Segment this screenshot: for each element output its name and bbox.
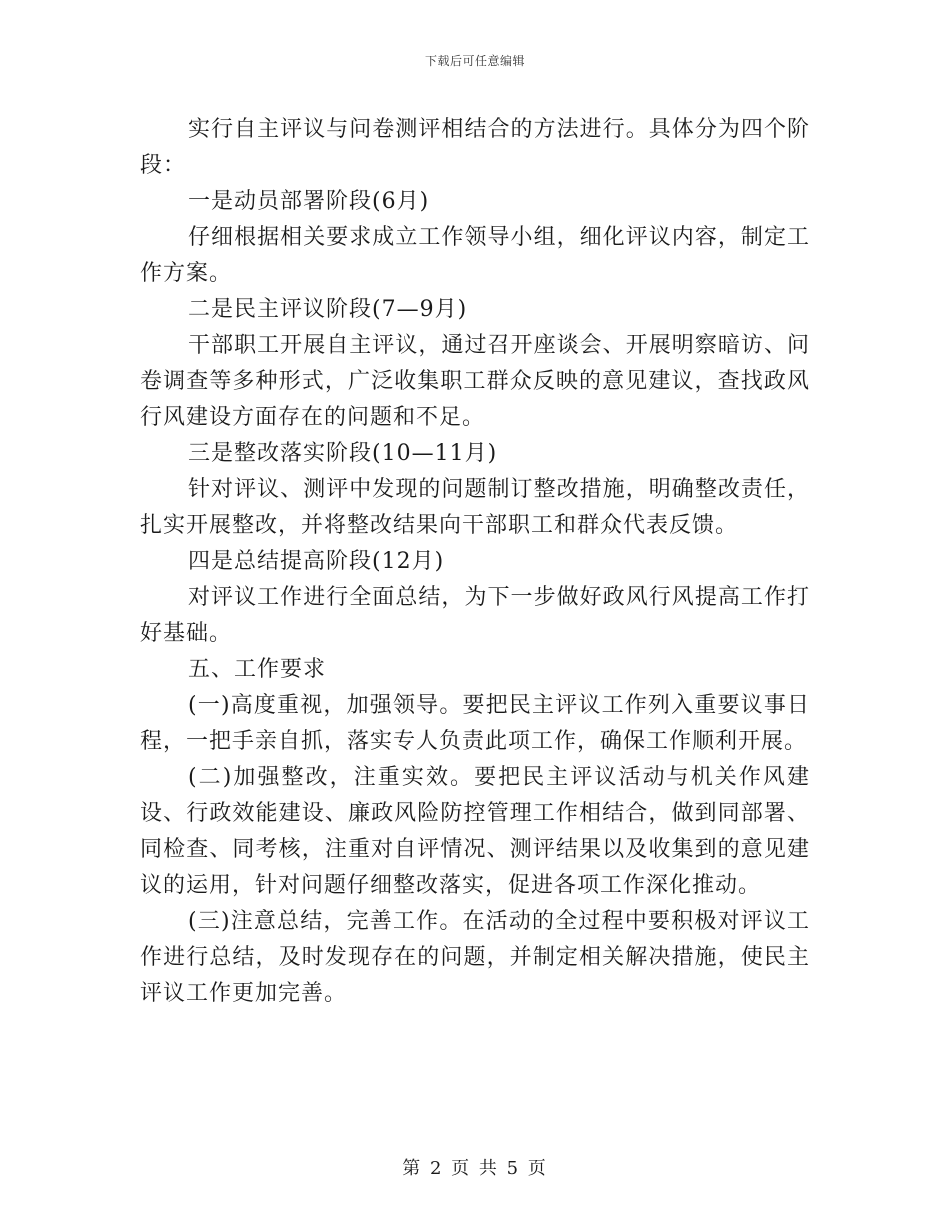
paragraph-stage-3-body: 针对评议、测评中发现的问题制订整改措施，明确整改责任，扎实开展整改，并将整改结果向干部职工和群众代表反馈。 [140,477,810,538]
document-body [140,112,810,1012]
paragraph-requirement-2: (二)加强整改，注重实效。要把民主评议活动与机关作风建设、行政效能建设、廉政风险防控管理工作相结合，做到同部署、同检查、同考核，注重对自评情况、测评结果以及收集到的意见建议的运用，针对问题仔细整改落实，促进各项工作深化推动。 [140,765,810,898]
section-heading-requirements: 五、工作要求 [188,657,327,682]
page-number: 第 2 页 共 5 页 [402,1158,548,1179]
paragraph-stage-3-title: 三是整改落实阶段(10—11月) [188,441,498,466]
paragraph-stage-2-body: 干部职工开展自主评议，通过召开座谈会、开展明察暗访、问卷调查等多种形式，广泛收集职工群众反映的意见建议，查找政风行风建设方面存在的问题和不足。 [140,333,810,430]
paragraph-stage-4-body: 对评议工作进行全面总结，为下一步做好政风行风提高工作打好基础。 [140,585,810,646]
paragraph-method: 实行自主评议与问卷测评相结合的方法进行。具体分为四个阶段： [140,117,810,178]
paragraph-stage-2-title: 二是民主评议阶段(7—9月) [188,297,468,322]
paragraph-requirement-3: (三)注意总结，完善工作。在活动的全过程中要积极对评议工作进行总结，及时发现存在的问题，并制定相关解决措施，使民主评议工作更加完善。 [140,909,810,1006]
paragraph-stage-1-body: 仔细根据相关要求成立工作领导小组，细化评议内容，制定工作方案。 [140,225,810,286]
page-header: 下载后可任意编辑 [424,54,525,68]
paragraph-stage-1-title: 一是动员部署阶段(6月) [188,189,430,214]
paragraph-stage-4-title: 四是总结提高阶段(12月) [188,549,445,574]
paragraph-requirement-1: (一)高度重视，加强领导。要把民主评议工作列入重要议事日程，一把手亲自抓，落实专人负责此项工作，确保工作顺利开展。 [140,693,810,754]
